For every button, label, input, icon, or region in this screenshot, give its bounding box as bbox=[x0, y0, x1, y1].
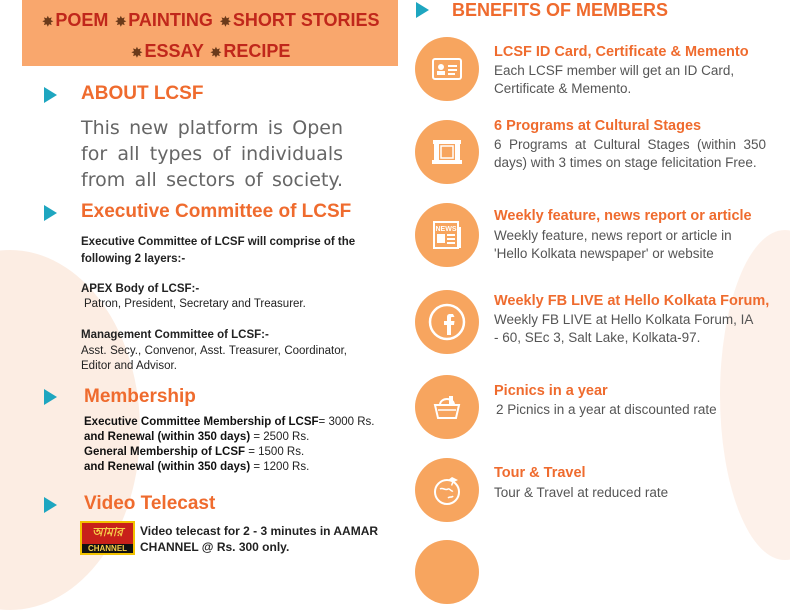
membership-exec-label: Executive Committee Membership of LCSF bbox=[84, 416, 319, 428]
management-text: Asst. Secy., Convenor, Asst. Treasurer, Coordinator, Editor and Advisor. bbox=[81, 345, 347, 372]
benefit-title: Weekly FB LIVE at Hello Kolkata Forum, bbox=[494, 293, 770, 309]
benefit-title: 6 Programs at Cultural Stages bbox=[494, 118, 702, 134]
banner-item: POEM bbox=[55, 10, 109, 30]
arrow-bullet-icon bbox=[416, 2, 429, 18]
category-banner bbox=[22, 0, 398, 66]
banner-item: PAINTING bbox=[128, 10, 213, 30]
banner-item: SHORT STORIES bbox=[232, 10, 380, 30]
membership-exec-renew-label: and Renewal (within 350 days) bbox=[84, 431, 251, 443]
membership-general-renew-value: = 1200 Rs. bbox=[250, 461, 310, 473]
facebook-icon bbox=[415, 290, 479, 354]
benefit-desc: Weekly FB LIVE at Hello Kolkata Forum, IA - 60, SEc 3, Salt Lake, Kolkata-97. bbox=[494, 312, 753, 345]
benefit-desc: 6 Programs at Cultural Stages (within 350 days) with 3 times on stage felicitation Free. bbox=[494, 137, 766, 170]
committee-intro: Executive Committee of LCSF will comprise of the following 2 layers:- bbox=[81, 236, 356, 265]
membership-exec-line bbox=[84, 415, 374, 430]
apex-title: APEX Body of LCSF:- bbox=[81, 283, 200, 295]
star-bullet-icon: ✸ bbox=[42, 14, 54, 29]
benefit-desc: Tour & Travel at reduced rate bbox=[494, 485, 669, 500]
membership-general-renew-label: and Renewal (within 350 days) bbox=[84, 461, 251, 473]
membership-heading: Membership bbox=[84, 386, 196, 407]
management-title: Management Committee of LCSF:- bbox=[81, 329, 269, 341]
membership-exec-renew-value: = 2500 Rs. bbox=[250, 431, 310, 443]
membership-general-line bbox=[84, 445, 304, 460]
benefit-title: LCSF ID Card, Certificate & Memento bbox=[494, 44, 749, 60]
newspaper-icon-label: NEWS bbox=[435, 226, 457, 233]
aamar-channel-logo: আমার CHANNEL bbox=[80, 521, 135, 555]
about-heading: ABOUT LCSF bbox=[81, 83, 204, 104]
video-heading: Video Telecast bbox=[84, 493, 216, 514]
background-decoration bbox=[720, 230, 790, 560]
stage-icon bbox=[415, 120, 479, 184]
banner-item: ESSAY bbox=[144, 41, 204, 61]
id-card-icon bbox=[415, 37, 479, 101]
picnic-basket-icon bbox=[415, 375, 479, 439]
banner-item: RECIPE bbox=[223, 41, 291, 61]
benefit-title: Weekly feature, news report or article bbox=[494, 208, 752, 224]
star-bullet-icon: ✸ bbox=[131, 45, 143, 60]
newspaper-icon bbox=[415, 203, 479, 267]
benefit-title: Picnics in a year bbox=[494, 383, 608, 399]
video-text: Video telecast for 2 - 3 minutes in AAMAR CHANNEL @ Rs. 300 only. bbox=[140, 524, 379, 554]
membership-general-label: General Membership of LCSF bbox=[84, 446, 246, 458]
membership-general-value: = 1500 Rs. bbox=[245, 446, 305, 458]
membership-exec-renew-line bbox=[84, 430, 309, 445]
benefit-desc: Each LCSF member will get an ID Card, Certificate & Memento. bbox=[494, 63, 735, 96]
apex-text: Patron, President, Secretary and Treasurer. bbox=[84, 298, 306, 310]
arrow-bullet-icon bbox=[44, 87, 57, 103]
membership-exec-value: = 3000 Rs. bbox=[318, 416, 375, 428]
arrow-bullet-icon bbox=[44, 205, 57, 221]
arrow-bullet-icon bbox=[44, 497, 57, 513]
star-bullet-icon: ✸ bbox=[219, 14, 231, 29]
star-bullet-icon: ✸ bbox=[210, 45, 222, 60]
benefit-desc: 2 Picnics in a year at discounted rate bbox=[496, 402, 717, 417]
plane-globe-icon bbox=[415, 458, 479, 522]
arrow-bullet-icon bbox=[44, 389, 57, 405]
about-text: This new platform is Open for all types of individuals from all sectors of society. bbox=[81, 117, 343, 191]
benefits-heading: BENEFITS OF MEMBERS bbox=[452, 0, 669, 20]
benefit-title: Tour & Travel bbox=[494, 465, 586, 481]
committee-heading: Executive Committee of LCSF bbox=[81, 201, 352, 222]
membership-general-renew-line bbox=[84, 460, 309, 475]
star-bullet-icon: ✸ bbox=[115, 14, 127, 29]
benefit-desc: Weekly feature, news report or article in 'Hello Kolkata newspaper' or website bbox=[494, 228, 732, 261]
